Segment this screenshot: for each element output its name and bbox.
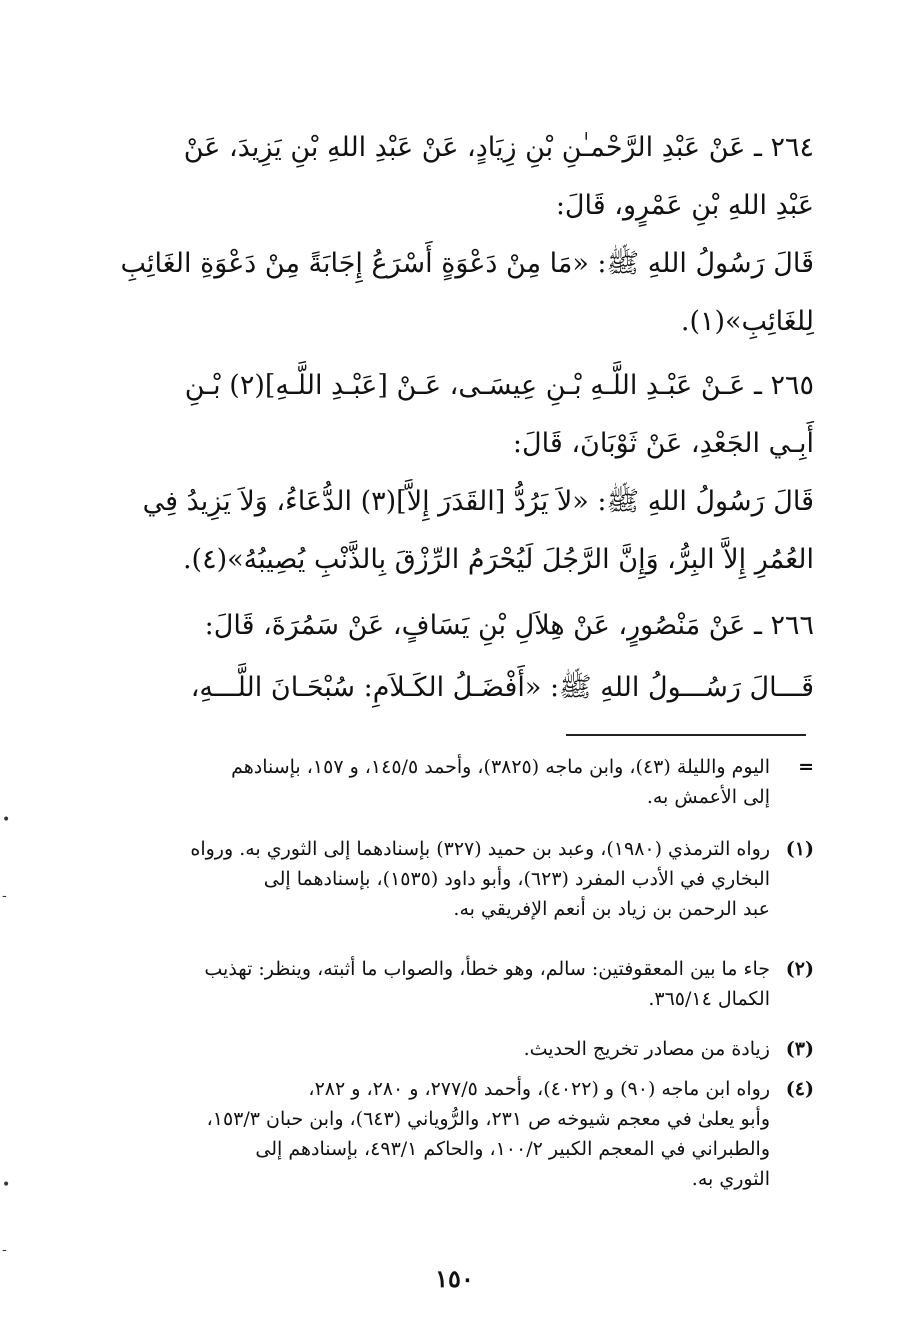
footnote-line: إلى الأعمش به.: [646, 786, 770, 808]
hadith-264-text: [94, 234, 814, 350]
footnote-number: (١): [785, 838, 814, 860]
footnote-line: والطبراني في المعجم الكبير ١٠٠/٢، والحاكم ٤٩٣/١، بإسنادهم إلى: [255, 1138, 770, 1160]
scan-speck: •: [2, 812, 11, 828]
text-line: لِلغَائِبِ»(١).: [680, 306, 814, 337]
footnote-line: وأبو يعلىٰ في معجم شيوخه ص ٢٣١، والرُّوياني (٦٤٣)، وابن حبان ١٥٣/٣،: [206, 1108, 770, 1130]
scan-speck: -: [2, 888, 7, 904]
hadith-265-text: [94, 472, 814, 588]
footnote-number: (٣): [785, 1038, 814, 1060]
footnote-line: الثوري به.: [691, 1168, 770, 1190]
scan-speck: •: [2, 1177, 11, 1193]
text-line: عَبْدِ اللهِ بْنِ عَمْرٍو، قَالَ:: [555, 190, 814, 221]
footnote-line: الكمال ٣٦٥/١٤.: [648, 988, 770, 1010]
hadith-266: [94, 596, 814, 654]
text-line: قَـــالَ رَسُـــولُ اللهِ ﷺ: «أَفْضَـلُ الكَـلاَمِ: سُبْحَـانَ اللَّـــهِ،: [190, 672, 814, 703]
text-line: قَالَ رَسُولُ اللهِ ﷺ: «مَا مِنْ دَعْوَةٍ أَسْرَعُ إِجَابَةً مِنْ دَعْوَةِ الغَائِبِ: [120, 248, 814, 279]
footnote-number: (٢): [785, 958, 814, 980]
footnote-line: اليوم والليلة (٤٣)، وابن ماجه (٣٨٢٥)، وأحمد ١٤٥/٥، و ١٥٧، بإسنادهم: [231, 756, 770, 778]
footnote-4: [94, 1074, 814, 1194]
footnote-number: (٤): [785, 1078, 814, 1100]
hadith-265: [94, 356, 814, 472]
footnote-line: رواه ابن ماجه (٩٠) و (٤٠٢٢)، وأحمد ٢٧٧/٥، و ٢٨٠، و ٢٨٢،: [308, 1078, 770, 1100]
footnote-line: زيادة من مصادر تخريج الحديث.: [523, 1038, 770, 1060]
footnote-3: [94, 1034, 814, 1064]
footnote-continued: [94, 752, 814, 812]
hadith-264: [94, 118, 814, 234]
footnote-1: [94, 834, 814, 924]
text-line: ٢٦٤ ـ عَنْ عَبْدِ الرَّحْمـٰنِ بْنِ زِيَادٍ، عَنْ عَبْدِ اللهِ بْنِ يَزِيدَ، عَنْ: [183, 132, 814, 163]
text-line: أَبِـي الجَعْدِ، عَنْ ثَوْبَانَ، قَالَ:: [512, 428, 814, 459]
text-line: العُمُرِ إِلاَّ البِرُّ، وَإِنَّ الرَّجُلَ لَيُحْرَمُ الرِّزْقَ بِالذَّنْبِ يُصِيبُهُ»(٤).: [182, 544, 814, 575]
footnote-2: [94, 954, 814, 1014]
footnote-line: رواه الترمذي (١٩٨٠)، وعبد بن حميد (٣٢٧) بإسنادهما إلى الثوري به. ورواه: [190, 838, 770, 860]
scan-speck: -: [2, 1242, 7, 1258]
footnote-line: جاء ما بين المعقوفتين: سالم، وهو خطأ، والصواب ما أثبته، وينظر: تهذيب: [204, 958, 770, 980]
footnote-separator: [566, 734, 806, 736]
page-number: ١٥٠: [435, 1264, 474, 1293]
footnote-line: عبد الرحمن بن زياد بن أنعم الإفريقي به.: [453, 898, 770, 920]
hadith-266-text: [94, 658, 814, 716]
footnote-number: =: [798, 756, 814, 778]
footnote-line: البخاري في الأدب المفرد (٦٢٣)، وأبو داود (١٥٣٥)، بإسنادهما إلى: [263, 868, 770, 890]
text-line: قَالَ رَسُولُ اللهِ ﷺ: «لاَ يَرُدُّ [القَدَرَ إِلاَّ](٣) الدُّعَاءُ، وَلاَ يَزِيدُ فِي: [142, 486, 814, 517]
text-line: ٢٦٥ ـ عَـنْ عَبْـدِ اللَّـهِ بْـنِ عِيسَـى، عَـنْ [عَبْـدِ اللَّـهِ](٢) بْـنِ: [184, 370, 814, 401]
text-line: ٢٦٦ ـ عَنْ مَنْصُورٍ، عَنْ هِلاَلِ بْنِ يَسَافٍ، عَنْ سَمُرَةَ، قَالَ:: [204, 610, 814, 641]
